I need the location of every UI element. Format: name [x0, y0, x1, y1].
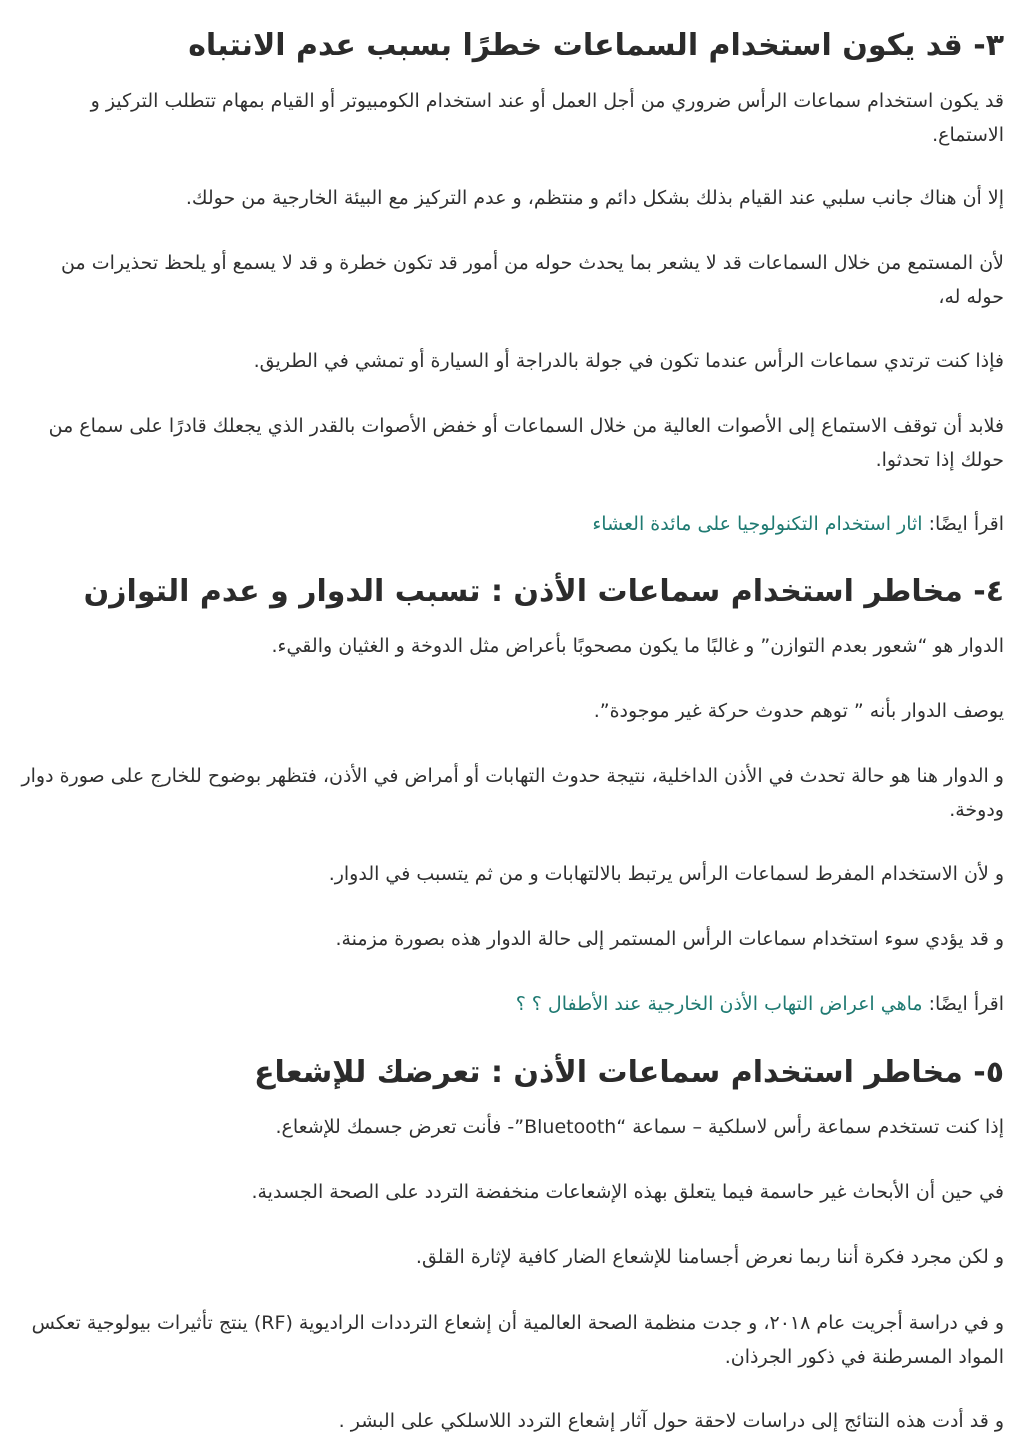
section-4-paragraph-1: الدوار هو “شعور بعدم التوازن” و غالبًا ما يكون مصحوبًا بأعراض مثل الدوخة و الغثيان والقيء.: [271, 635, 1004, 657]
section-5-paragraph-4: و في دراسة أجريت عام ٢٠١٨، و جدت منظمة الصحة العالمية أن إشعاع الترددات الراديوية (RF) ينتج تأثيرات بيولوجية تعكس المواد المسرطنة في ذكور الجرذان.: [31, 1312, 1004, 1368]
read-also-1: [20, 507, 1004, 541]
section-4-paragraph-3: و الدوار هنا هو حالة تحدث في الأذن الداخلية، نتيجة حدوث التهابات أو أمراض في الأذن، فتظهر بوضوح للخارج على صورة دوار ودوخة.: [21, 765, 1004, 821]
section-3-paragraph-2: إلا أن هناك جانب سلبي عند القيام بذلك بشكل دائم و منتظم، و عدم التركيز مع البيئة الخارجية من حولك.: [185, 187, 1004, 209]
section-5-paragraph-5: و قد أدت هذه النتائج إلى دراسات لاحقة حول آثار إشعاع التردد اللاسلكي على البشر .: [338, 1410, 1004, 1432]
section-5-heading: ٥- مخاطر استخدام سماعات الأذن : تعرضك للإشعاع: [254, 1055, 1004, 1090]
section-3-paragraph-3: لأن المستمع من خلال السماعات قد لا يشعر بما يحدث حوله من أمور قد تكون خطرة و قد لا يسمع أو يلحظ تحذيرات من حوله له،: [61, 252, 1004, 308]
section-3-paragraph-4: فإذا كنت ترتدي سماعات الرأس عندما تكون في جولة بالدراجة أو السيارة أو تمشي في الطريق.: [253, 350, 1004, 372]
section-3-heading: ٣- قد يكون استخدام السماعات خطرًا بسبب عدم الانتباه: [188, 28, 1004, 63]
read-also-link-technology-dinner[interactable]: اثار استخدام التكنولوجيا على مائدة العشاء: [592, 513, 923, 535]
read-also-label: اقرأ ايضًا:: [922, 993, 1004, 1015]
section-5-paragraph-3: و لكن مجرد فكرة أننا ربما نعرض أجسامنا للإشعاع الضار كافية لإثارة القلق.: [415, 1246, 1004, 1268]
section-4-paragraph-2: يوصف الدوار بأنه ” توهم حدوث حركة غير موجودة”.: [593, 700, 1004, 722]
section-5-paragraph-1: إذا كنت تستخدم سماعة رأس لاسلكية – سماعة “Bluetooth”- فأنت تعرض جسمك للإشعاع.: [275, 1116, 1004, 1138]
read-also-2: [20, 987, 1004, 1021]
section-3-paragraph-1: قد يكون استخدام سماعات الرأس ضروري من أجل العمل أو عند استخدام الكومبيوتر أو القيام بمهام تتطلب التركيز و الاستماع.: [90, 90, 1004, 146]
section-3-paragraph-5: فلابد أن توقف الاستماع إلى الأصوات العالية من خلال السماعات أو خفض الأصوات بالقدر الذي يجعلك قادرًا على سماع من حولك إذا تحدثوا.: [48, 415, 1004, 471]
section-4-paragraph-5: و قد يؤدي سوء استخدام سماعات الرأس المستمر إلى حالة الدوار هذه بصورة مزمنة.: [335, 928, 1004, 950]
read-also-link-ear-infection[interactable]: ماهي اعراض التهاب الأذن الخارجية عند الأطفال ؟ ؟: [515, 993, 923, 1015]
section-4-paragraph-4: و لأن الاستخدام المفرط لسماعات الرأس يرتبط بالالتهابات و من ثم يتسبب في الدوار.: [328, 863, 1004, 885]
section-4-heading: ٤- مخاطر استخدام سماعات الأذن : تسبب الدوار و عدم التوازن: [83, 574, 1004, 609]
read-also-label: اقرأ ايضًا:: [922, 513, 1004, 535]
section-5-paragraph-2: في حين أن الأبحاث غير حاسمة فيما يتعلق بهذه الإشعاعات منخفضة التردد على الصحة الجسدية.: [251, 1181, 1004, 1203]
